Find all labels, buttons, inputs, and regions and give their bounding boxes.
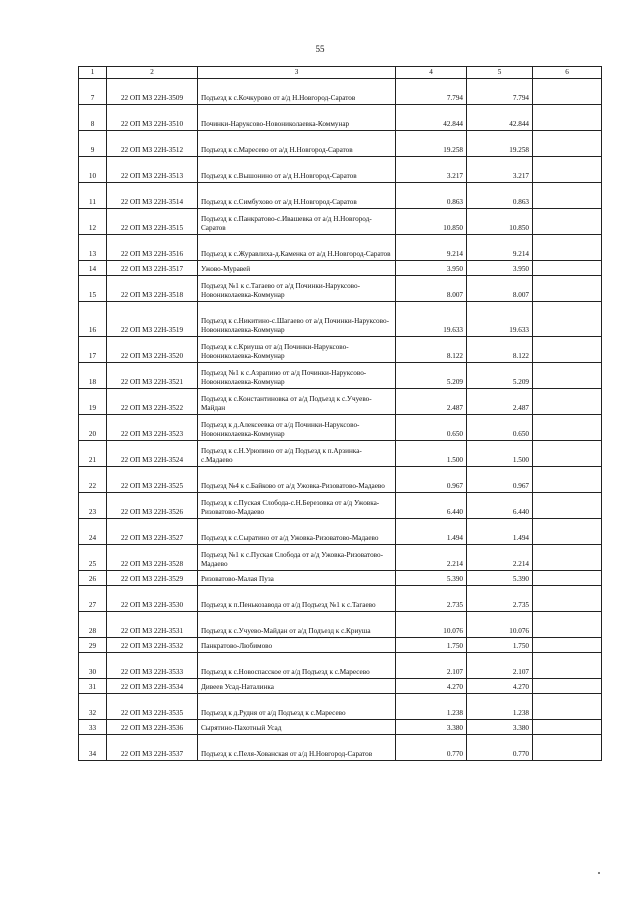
length-km-total: 19.258 [467, 131, 533, 157]
road-id: 22 ОП МЗ 22Н-3512 [107, 131, 198, 157]
table-row [79, 720, 602, 735]
road-name: Подъезд к с.Кочкурово от а/д Н.Новгород-Саратов [198, 79, 396, 105]
road-id: 22 ОП МЗ 22Н-3534 [107, 679, 198, 694]
road-id: 22 ОП МЗ 22Н-3515 [107, 209, 198, 235]
row-number: 28 [79, 612, 107, 638]
road-id: 22 ОП МЗ 22Н-3536 [107, 720, 198, 735]
road-name: Дивеев Усад-Наталинка [198, 679, 396, 694]
length-km: 8.007 [396, 276, 467, 302]
road-id: 22 ОП МЗ 22Н-3532 [107, 638, 198, 653]
column-number: 6 [533, 67, 602, 79]
column-number-row [79, 67, 602, 79]
road-id: 22 ОП МЗ 22Н-3537 [107, 735, 198, 761]
road-id: 22 ОП МЗ 22Н-3535 [107, 694, 198, 720]
length-km-total: 8.122 [467, 337, 533, 363]
page-number: 55 [315, 44, 325, 54]
length-km: 4.270 [396, 679, 467, 694]
road-name: Подъезд к с.Пеля-Хованская от а/д Н.Новгород-Саратов [198, 735, 396, 761]
note [533, 105, 602, 131]
note [533, 720, 602, 735]
note [533, 276, 602, 302]
column-number: 4 [396, 67, 467, 79]
note [533, 235, 602, 261]
row-number: 30 [79, 653, 107, 679]
road-name: Ужово-Муравей [198, 261, 396, 276]
length-km-total: 10.850 [467, 209, 533, 235]
row-number: 27 [79, 586, 107, 612]
length-km-total: 1.500 [467, 441, 533, 467]
road-id: 22 ОП МЗ 22Н-3509 [107, 79, 198, 105]
road-id: 22 ОП МЗ 22Н-3524 [107, 441, 198, 467]
road-id: 22 ОП МЗ 22Н-3514 [107, 183, 198, 209]
row-number: 20 [79, 415, 107, 441]
table-row [79, 493, 602, 519]
road-name: Подъезд к с.Вышонино от а/д Н.Новгород-Саратов [198, 157, 396, 183]
road-name: Подъезд к с.Криуша от а/д Починки-Наруксово-Новониколаевка-Коммунар [198, 337, 396, 363]
length-km-total: 3.950 [467, 261, 533, 276]
table-row [79, 209, 602, 235]
length-km-total: 7.794 [467, 79, 533, 105]
note [533, 337, 602, 363]
table-row [79, 653, 602, 679]
length-km: 1.494 [396, 519, 467, 545]
road-name: Подъезд к с.Сыратино от а/д Ужовка-Ризоватово-Мадаево [198, 519, 396, 545]
column-number: 1 [79, 67, 107, 79]
road-id: 22 ОП МЗ 22Н-3527 [107, 519, 198, 545]
length-km: 9.214 [396, 235, 467, 261]
road-id: 22 ОП МЗ 22Н-3531 [107, 612, 198, 638]
length-km-total: 10.076 [467, 612, 533, 638]
note [533, 612, 602, 638]
table-row [79, 694, 602, 720]
table-row [79, 612, 602, 638]
row-number: 16 [79, 302, 107, 337]
note [533, 441, 602, 467]
table-body [79, 67, 602, 761]
road-id: 22 ОП МЗ 22Н-3530 [107, 586, 198, 612]
column-number: 5 [467, 67, 533, 79]
length-km-total: 5.209 [467, 363, 533, 389]
row-number: 26 [79, 571, 107, 586]
length-km: 0.967 [396, 467, 467, 493]
note [533, 467, 602, 493]
length-km-total: 19.633 [467, 302, 533, 337]
table-row [79, 157, 602, 183]
length-km-total: 2.735 [467, 586, 533, 612]
length-km-total: 0.650 [467, 415, 533, 441]
row-number: 11 [79, 183, 107, 209]
row-number: 12 [79, 209, 107, 235]
length-km: 10.850 [396, 209, 467, 235]
road-id: 22 ОП МЗ 22Н-3510 [107, 105, 198, 131]
length-km: 2.487 [396, 389, 467, 415]
length-km: 1.500 [396, 441, 467, 467]
row-number: 29 [79, 638, 107, 653]
road-name: Подъезд к с.Симбухово от а/д Н.Новгород-Саратов [198, 183, 396, 209]
length-km-total: 9.214 [467, 235, 533, 261]
table-row [79, 261, 602, 276]
table-row [79, 235, 602, 261]
road-name: Сырятино-Пахотный Усад [198, 720, 396, 735]
length-km: 1.238 [396, 694, 467, 720]
road-id: 22 ОП МЗ 22Н-3528 [107, 545, 198, 571]
road-id: 22 ОП МЗ 22Н-3517 [107, 261, 198, 276]
road-name: Подъезд к с.Константиновка от а/д Подъезд к с.Учуево-Майдан [198, 389, 396, 415]
note [533, 571, 602, 586]
table-row [79, 735, 602, 761]
road-id: 22 ОП МЗ 22Н-3513 [107, 157, 198, 183]
note [533, 493, 602, 519]
table-row [79, 586, 602, 612]
note [533, 545, 602, 571]
row-number: 22 [79, 467, 107, 493]
table-row [79, 183, 602, 209]
table-row [79, 519, 602, 545]
length-km-total: 0.863 [467, 183, 533, 209]
table-row [79, 276, 602, 302]
length-km: 6.440 [396, 493, 467, 519]
length-km: 7.794 [396, 79, 467, 105]
road-name: Подъезд №1 к с.Азрапино от а/д Починки-Наруксово-Новониколаевка-Коммунар [198, 363, 396, 389]
note [533, 209, 602, 235]
road-name: Подъезд к с.Новоспасское от а/д Подъезд к с.Маресево [198, 653, 396, 679]
row-number: 9 [79, 131, 107, 157]
table-row [79, 363, 602, 389]
road-name: Панкратово-Любимово [198, 638, 396, 653]
note [533, 735, 602, 761]
length-km-total: 6.440 [467, 493, 533, 519]
table-row [79, 131, 602, 157]
note [533, 694, 602, 720]
road-id: 22 ОП МЗ 22Н-3518 [107, 276, 198, 302]
length-km-total: 3.380 [467, 720, 533, 735]
table-row [79, 467, 602, 493]
length-km: 0.650 [396, 415, 467, 441]
road-name: Подъезд к с.Журавлиха-д.Каменка от а/д Н.Новгород-Саратов [198, 235, 396, 261]
scan-speck [598, 872, 600, 874]
length-km: 5.390 [396, 571, 467, 586]
note [533, 415, 602, 441]
row-number: 7 [79, 79, 107, 105]
table-row [79, 79, 602, 105]
road-name: Подъезд к с.Пуская Слобода-с.Н.Березовка от а/д Ужовка-Ризоватово-Мадаево [198, 493, 396, 519]
length-km-total: 8.007 [467, 276, 533, 302]
road-id: 22 ОП МЗ 22Н-3522 [107, 389, 198, 415]
row-number: 34 [79, 735, 107, 761]
road-name: Подъезд к с.Панкратово-с.Ивашевка от а/д Н.Новгород-Саратов [198, 209, 396, 235]
length-km-total: 1.238 [467, 694, 533, 720]
road-id: 22 ОП МЗ 22Н-3519 [107, 302, 198, 337]
road-name: Подъезд №1 к с.Тагаево от а/д Починки-Наруксово-Новониколаевка-Коммунар [198, 276, 396, 302]
length-km-total: 2.487 [467, 389, 533, 415]
road-id: 22 ОП МЗ 22Н-3520 [107, 337, 198, 363]
table-row [79, 415, 602, 441]
row-number: 10 [79, 157, 107, 183]
note [533, 302, 602, 337]
note [533, 79, 602, 105]
road-name: Подъезд к д.Алексеевка от а/д Починки-Наруксово-Новониколаевка-Коммунар [198, 415, 396, 441]
length-km-total: 3.217 [467, 157, 533, 183]
row-number: 21 [79, 441, 107, 467]
road-name: Подъезд к п.Пенькозавода от а/д Подъезд №1 к с.Тагаево [198, 586, 396, 612]
row-number: 24 [79, 519, 107, 545]
road-name: Подъезд к с.Н.Урюпино от а/д Подъезд к п.Арзинка-с.Мадаево [198, 441, 396, 467]
length-km: 1.750 [396, 638, 467, 653]
road-id: 22 ОП МЗ 22Н-3533 [107, 653, 198, 679]
length-km-total: 42.844 [467, 105, 533, 131]
road-name: Подъезд к д.Рудня от а/д Подъезд к с.Маресево [198, 694, 396, 720]
length-km: 0.770 [396, 735, 467, 761]
note [533, 653, 602, 679]
table-row [79, 679, 602, 694]
length-km-total: 2.107 [467, 653, 533, 679]
row-number: 19 [79, 389, 107, 415]
length-km: 2.735 [396, 586, 467, 612]
length-km-total: 1.750 [467, 638, 533, 653]
note [533, 389, 602, 415]
column-number: 3 [198, 67, 396, 79]
length-km: 19.258 [396, 131, 467, 157]
road-name: Подъезд к с.Учуево-Майдан от а/д Подъезд к с.Криуша [198, 612, 396, 638]
note [533, 131, 602, 157]
row-number: 17 [79, 337, 107, 363]
length-km: 19.633 [396, 302, 467, 337]
length-km: 3.380 [396, 720, 467, 735]
table-row [79, 302, 602, 337]
road-id: 22 ОП МЗ 22Н-3525 [107, 467, 198, 493]
row-number: 25 [79, 545, 107, 571]
column-number: 2 [107, 67, 198, 79]
length-km-total: 5.390 [467, 571, 533, 586]
road-id: 22 ОП МЗ 22Н-3526 [107, 493, 198, 519]
road-name: Починки-Наруксово-Новониколаевка-Коммунар [198, 105, 396, 131]
row-number: 15 [79, 276, 107, 302]
roads-register-table [78, 66, 602, 761]
note [533, 638, 602, 653]
note [533, 261, 602, 276]
note [533, 363, 602, 389]
note [533, 519, 602, 545]
row-number: 23 [79, 493, 107, 519]
table-row [79, 545, 602, 571]
row-number: 14 [79, 261, 107, 276]
length-km-total: 4.270 [467, 679, 533, 694]
length-km-total: 2.214 [467, 545, 533, 571]
note [533, 586, 602, 612]
note [533, 679, 602, 694]
road-id: 22 ОП МЗ 22Н-3523 [107, 415, 198, 441]
length-km: 3.217 [396, 157, 467, 183]
row-number: 18 [79, 363, 107, 389]
length-km: 5.209 [396, 363, 467, 389]
road-name: Подъезд к с.Маресево от а/д Н.Новгород-Саратов [198, 131, 396, 157]
note [533, 157, 602, 183]
row-number: 8 [79, 105, 107, 131]
table-row [79, 441, 602, 467]
length-km-total: 1.494 [467, 519, 533, 545]
table-row [79, 571, 602, 586]
table-row [79, 337, 602, 363]
length-km: 2.107 [396, 653, 467, 679]
road-name: Подъезд №1 к с.Пуская Слобода от а/д Ужовка-Ризоватово-Мадаево [198, 545, 396, 571]
row-number: 32 [79, 694, 107, 720]
table-row [79, 638, 602, 653]
road-name: Подъезд к с.Никитино-с.Шагаево от а/д Починки-Наруксово-Новониколаевка-Коммунар [198, 302, 396, 337]
length-km: 2.214 [396, 545, 467, 571]
table-row [79, 389, 602, 415]
row-number: 31 [79, 679, 107, 694]
table-row [79, 105, 602, 131]
road-id: 22 ОП МЗ 22Н-3529 [107, 571, 198, 586]
length-km-total: 0.770 [467, 735, 533, 761]
road-id: 22 ОП МЗ 22Н-3516 [107, 235, 198, 261]
length-km: 42.844 [396, 105, 467, 131]
length-km: 0.863 [396, 183, 467, 209]
road-name: Ризоватово-Малая Пуза [198, 571, 396, 586]
length-km: 8.122 [396, 337, 467, 363]
row-number: 13 [79, 235, 107, 261]
row-number: 33 [79, 720, 107, 735]
length-km: 10.076 [396, 612, 467, 638]
length-km-total: 0.967 [467, 467, 533, 493]
road-name: Подъезд №4 к с.Байково от а/д Ужовка-Ризоватово-Мадаево [198, 467, 396, 493]
note [533, 183, 602, 209]
length-km: 3.950 [396, 261, 467, 276]
road-id: 22 ОП МЗ 22Н-3521 [107, 363, 198, 389]
